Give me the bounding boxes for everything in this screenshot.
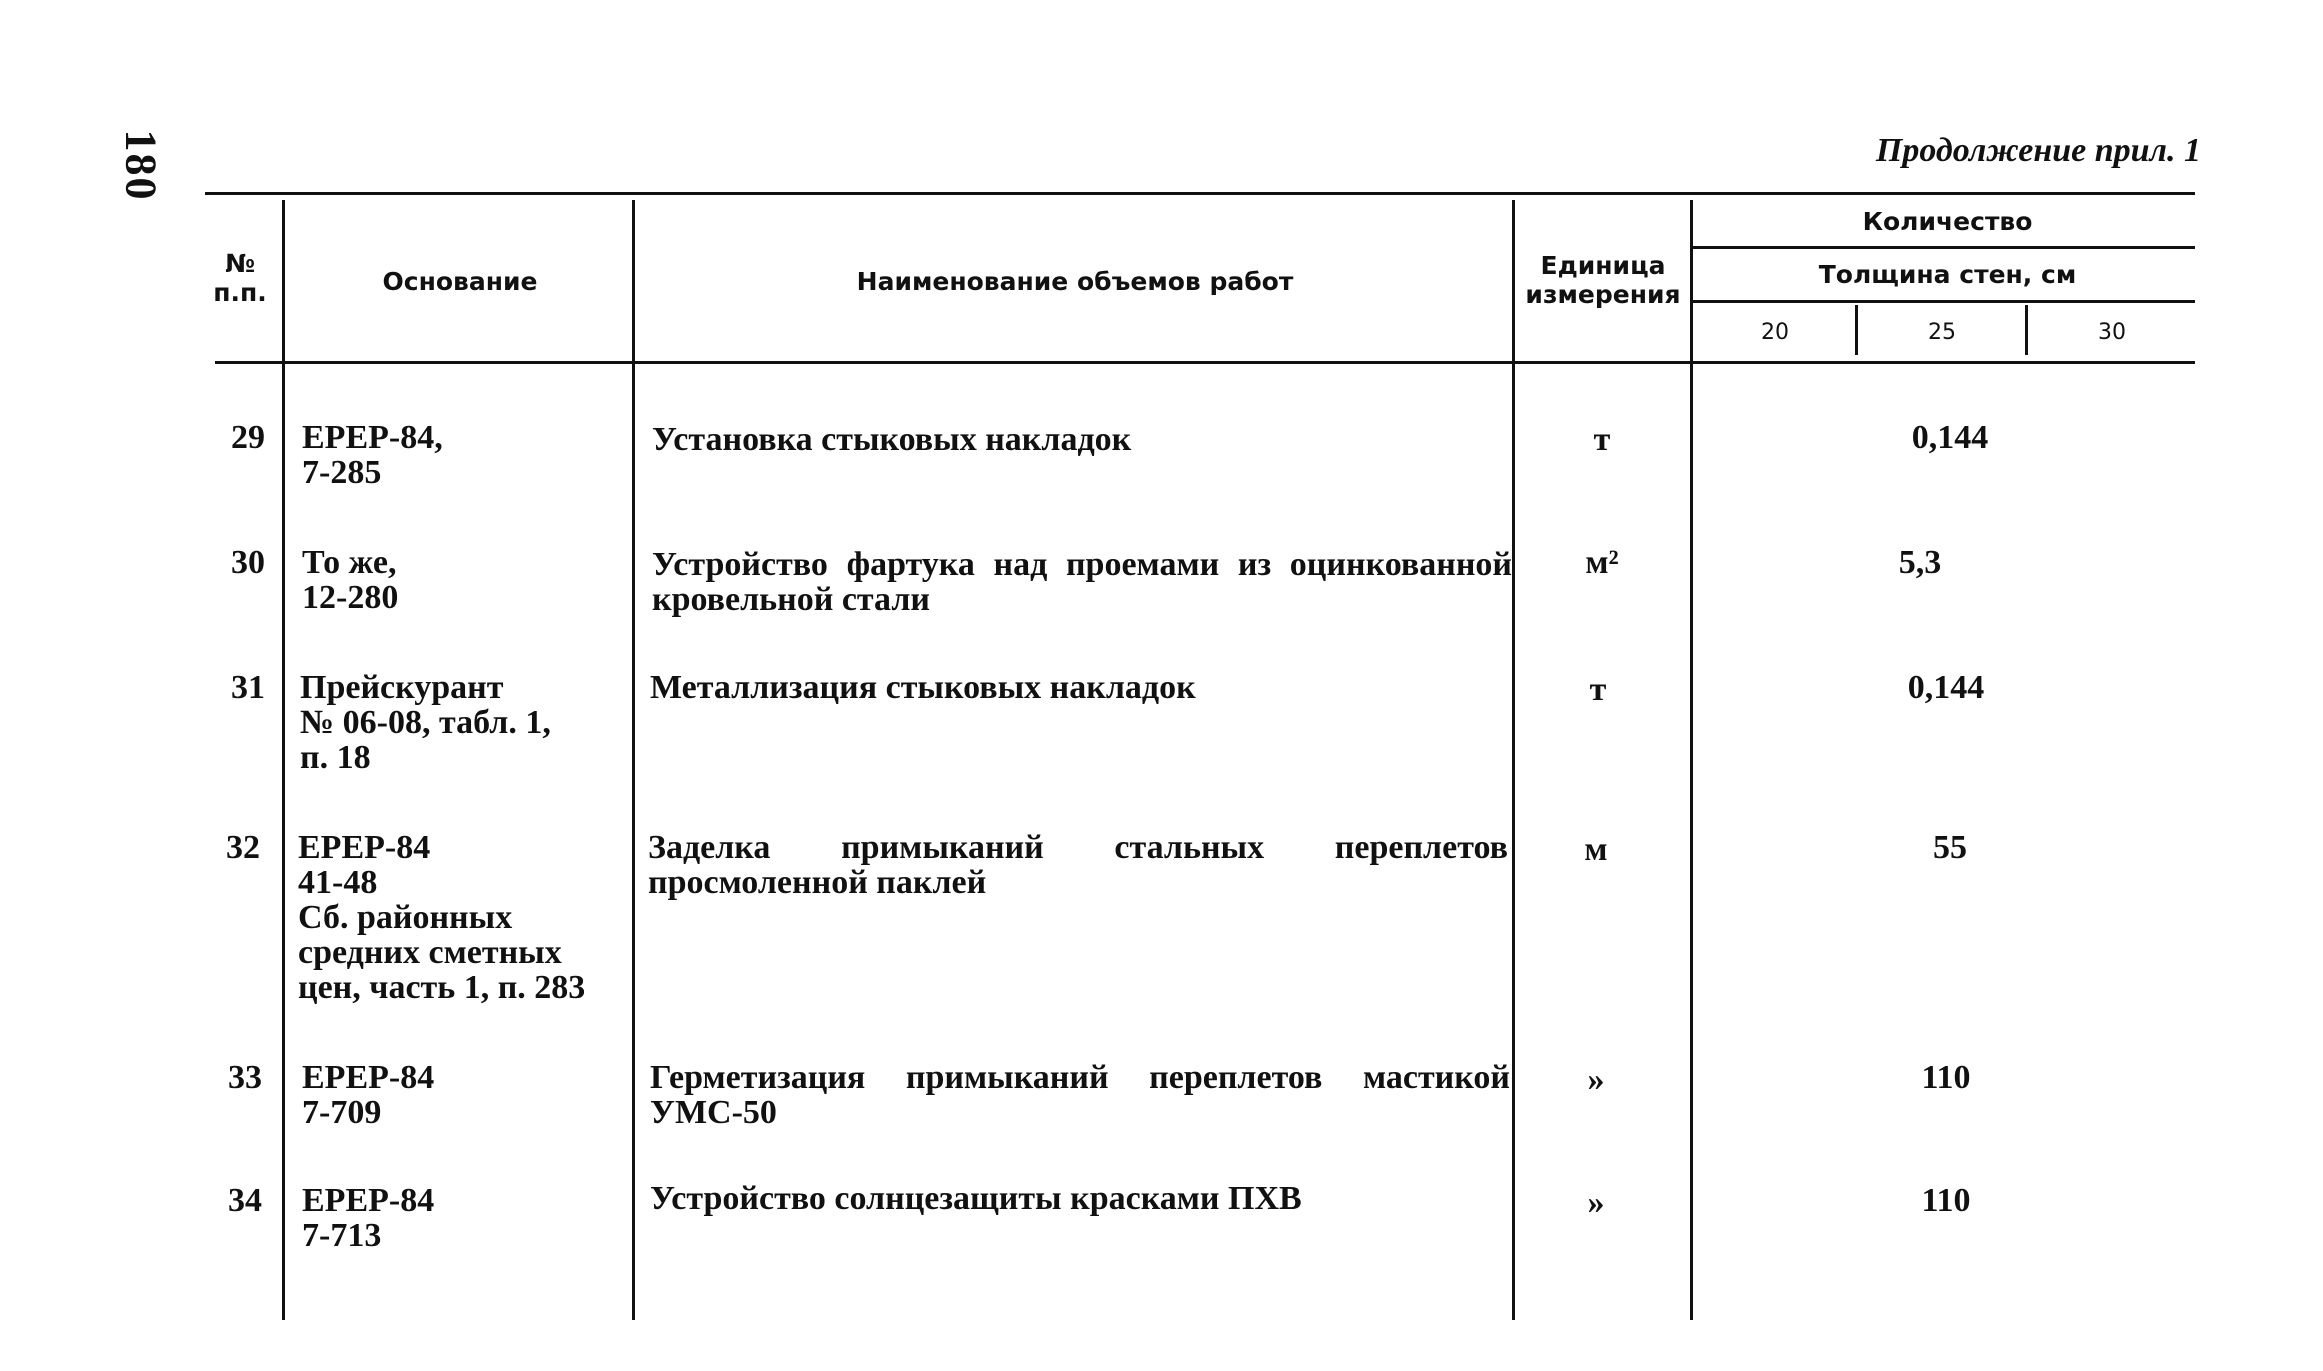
row-no: 31 [231,669,265,706]
header-basis: Основание [382,267,538,296]
row-basis: ЕРЕР-84 41-48 Сб. районных средних сметных цен, часть 1, п. 283 [298,829,586,1006]
sub-divider-1 [1855,305,1858,355]
quantity-rule [1690,246,2195,249]
row-no: 29 [231,419,265,456]
row-qty: 110 [1921,1182,1971,1219]
row-unit: м [1584,831,1608,868]
header-no: № п.п. [213,249,267,307]
row-name: Металлизация стыковых накладок [650,669,1196,706]
row-unit: » [1587,1061,1605,1098]
row-no: 33 [228,1059,262,1096]
row-basis: ЕРЕР-84, 7-285 [302,419,443,491]
row-unit: т [1593,421,1611,458]
row-qty: 55 [1933,829,1967,866]
table-top-rule [205,192,2195,195]
thickness-rule [1690,300,2195,303]
row-qty: 5,3 [1898,544,1942,581]
continuation-caption: Продолжение прил. 1 [1875,132,2201,169]
header-name: Наименование объемов работ [856,267,1294,296]
row-unit: т [1589,671,1607,708]
row-qty: 0,144 [1907,669,1985,706]
row-no: 32 [226,829,260,866]
row-basis: Прейскурант № 06-08, табл. 1, п. 18 [300,669,551,776]
row-unit: » [1587,1184,1605,1221]
col-divider-3 [1512,200,1515,1320]
header-t20: 20 [1761,320,1789,345]
row-unit: м² [1585,544,1619,581]
row-no: 34 [228,1182,262,1219]
row-qty: 0,144 [1911,419,1989,456]
header-thickness: Толщина стен, см [1818,260,2077,289]
row-no: 30 [231,544,265,581]
row-basis: ЕРЕР-84 7-713 [302,1182,435,1254]
header-t30: 30 [2098,320,2126,345]
header-t25: 25 [1928,320,1956,345]
sub-divider-2 [2025,305,2028,355]
row-name: Установка стыковых накладок [652,421,1132,458]
col-divider-4 [1690,200,1693,1320]
row-basis: ЕРЕР-84 7-709 [302,1059,435,1131]
row-name: Устройство фартука над проемами из оцинкованной кровельной стали [652,546,1512,618]
header-unit: Единица измерения [1525,251,1681,309]
col-divider-1 [282,200,285,1320]
header-quantity: Количество [1862,207,2033,236]
row-name: Герметизация примыканий переплетов мастикой УМС-50 [650,1059,1510,1131]
col-divider-2 [632,200,635,1320]
row-basis: То же, 12-280 [302,544,399,616]
header-bottom-rule [215,361,2195,364]
row-name: Заделка примыканий стальных переплетов просмоленной паклей [648,829,1508,901]
row-qty: 110 [1921,1059,1971,1096]
row-name: Устройство солнцезащиты красками ПХВ [650,1180,1302,1217]
page-number: 180 [116,129,166,202]
